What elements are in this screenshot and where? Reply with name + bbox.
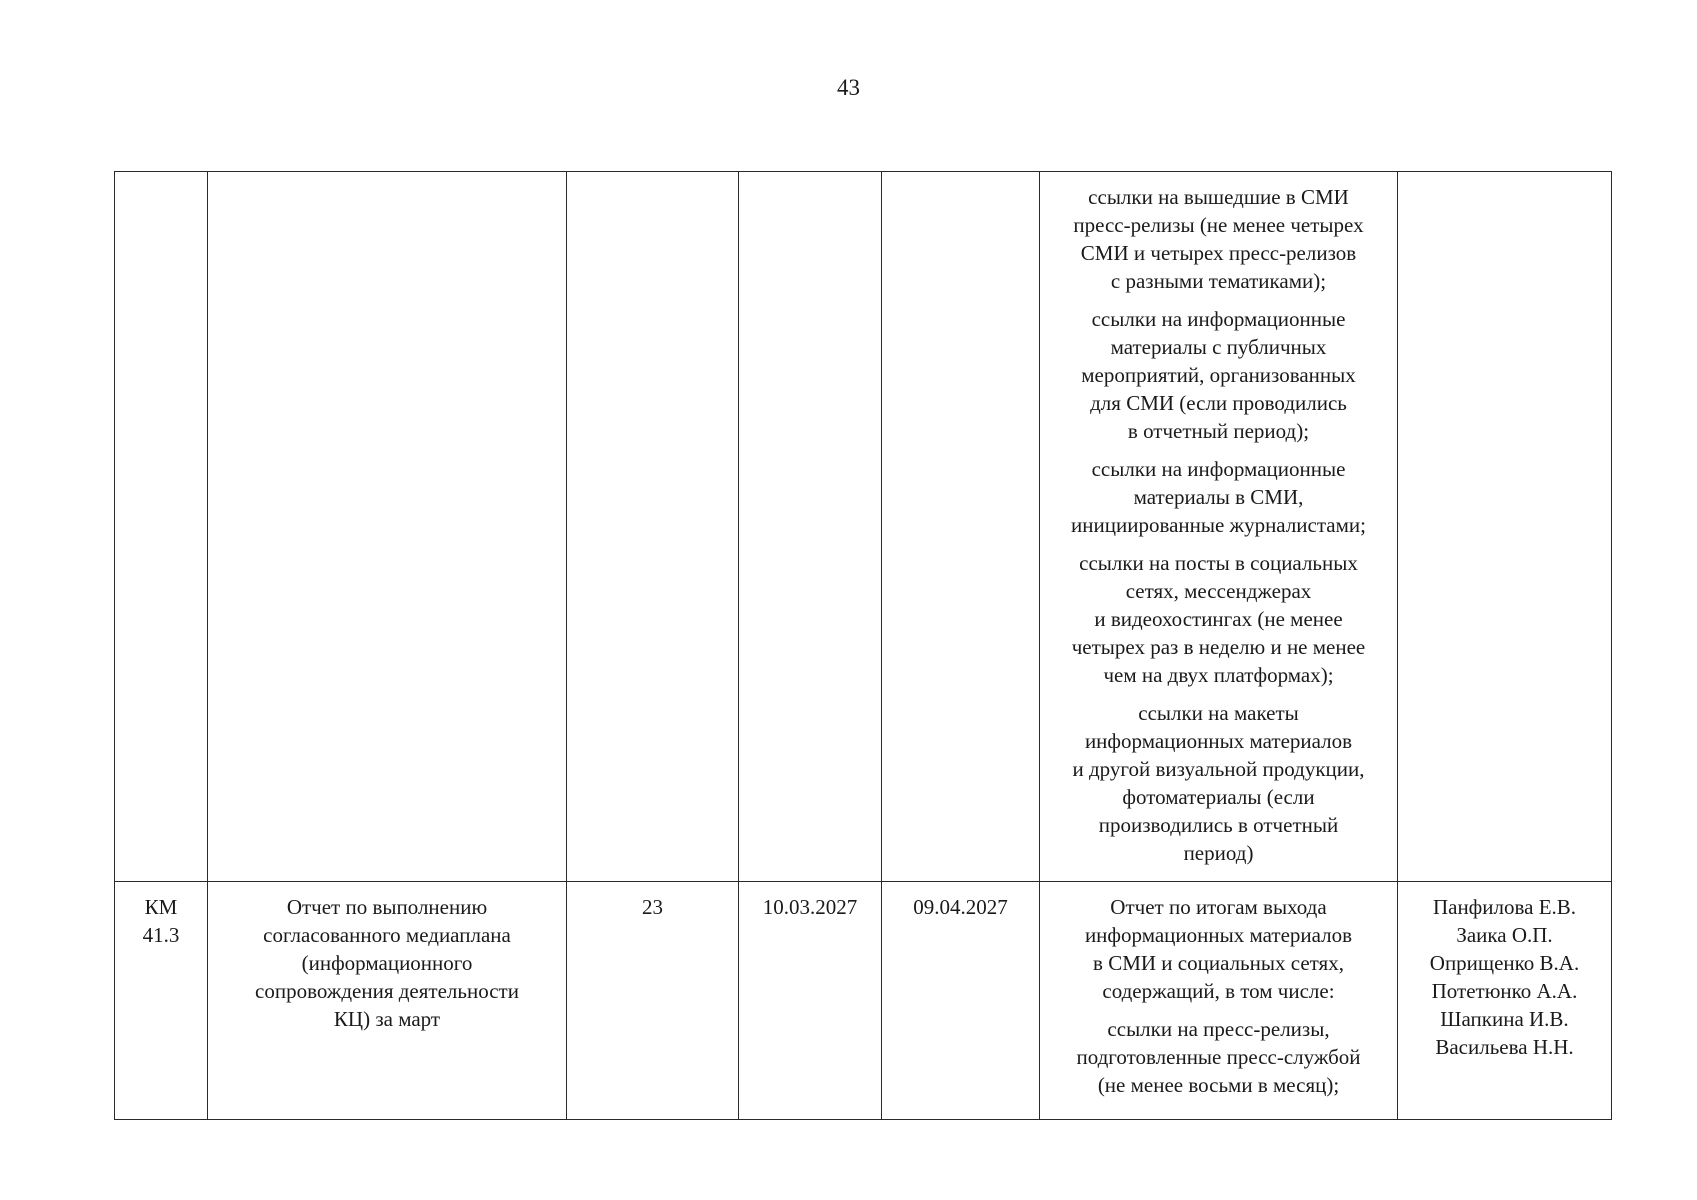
cell-code [115,172,208,882]
row-responsible: Панфилова Е.В. Заика О.П. Оприщенко В.А. Потетюнко А.А. Шапкина И.В. Васильева Н.Н. [1429,895,1580,1059]
cell-start-date [739,882,882,1120]
table-row-continued [115,172,1612,882]
cell-result [1040,882,1398,1120]
row-number: 23 [642,895,663,919]
page-number: 43 [837,75,860,100]
row-start-date: 10.03.2027 [762,895,858,919]
cell-end-date [882,172,1040,882]
table-row [115,882,1612,1120]
result-paragraph: ссылки на посты в социальных сетях, мессенджерах и видеохостингах (не менее четырех раз в неделю и не менее чем на двух платформах); [1071,551,1366,687]
result-paragraph: Отчет по итогам выхода информационных материалов в СМИ и социальных сетях, содержащий, в том числе: [1084,895,1353,1003]
cell-end-date [882,882,1040,1120]
cell-name [208,172,567,882]
row-name: Отчет по выполнению согласованного медиаплана (информационного сопровождения деятельности КЦ) за март [255,895,519,1031]
cell-start-date [739,172,882,882]
row-end-date: 09.04.2027 [913,895,1008,919]
result-paragraph: ссылки на макеты информационных материалов и другой визуальной продукции, фотоматериалы (если производились в отчетный период) [1072,701,1365,865]
cell-number [567,172,739,882]
plan-table [114,171,1612,1120]
cell-code [115,882,208,1120]
result-paragraph: ссылки на информационные материалы с публичных мероприятий, организованных для СМИ (если проводились в отчетный период); [1081,307,1356,443]
cell-responsible [1398,882,1612,1120]
result-paragraph: ссылки на информационные материалы в СМИ, инициированные журналистами; [1071,457,1366,537]
result-paragraph: ссылки на вышедшие в СМИ пресс-релизы (не менее четырех СМИ и четырех пресс-релизов с разными тематиками); [1073,185,1364,293]
cell-name [208,882,567,1120]
cell-result [1040,172,1398,882]
row-code: КМ 41.3 [142,895,180,947]
result-paragraph: ссылки на пресс-релизы, подготовленные пресс-службой (не менее восьми в месяц); [1076,1017,1361,1097]
cell-responsible [1398,172,1612,882]
cell-number [567,882,739,1120]
